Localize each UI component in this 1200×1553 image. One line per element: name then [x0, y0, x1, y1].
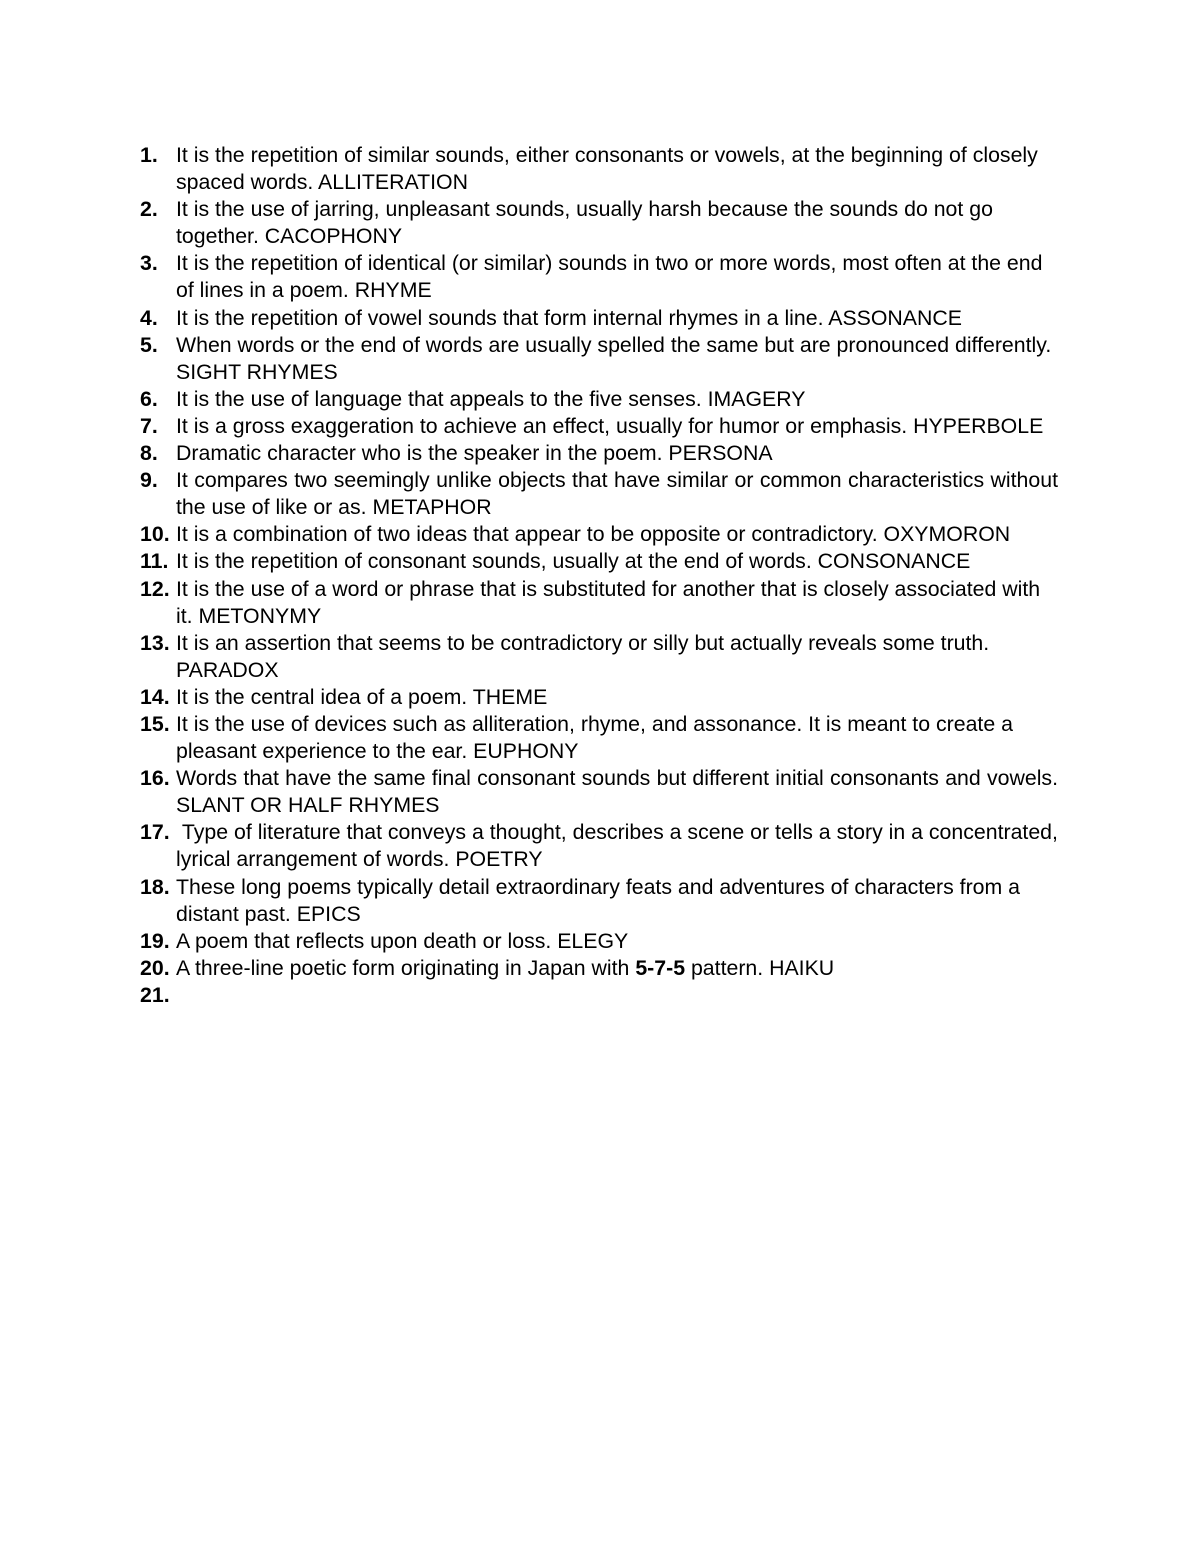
item-text: It is the central idea of a poem. THEME: [176, 684, 548, 709]
list-item: [140, 305, 1058, 332]
list-item: [140, 982, 1058, 1009]
item-number: 13.: [140, 630, 170, 655]
item-text: It is an assertion that seems to be contradictory or silly but actually reveals some truth. PARADOX: [176, 630, 990, 682]
item-number: 2.: [140, 197, 158, 222]
item-number: 14.: [140, 684, 170, 709]
item-text: It is the use of language that appeals to the five senses. IMAGERY: [176, 386, 806, 411]
item-text: It is the use of devices such as alliteration, rhyme, and assonance. It is meant to create a pleasant experience to the ear. EUPHONY: [176, 711, 1013, 764]
item-text: It is the repetition of consonant sounds, usually at the end of words. CONSONANCE: [176, 549, 971, 574]
item-number: 16.: [140, 766, 170, 791]
item-number: 3.: [140, 251, 158, 276]
item-text: It is the repetition of vowel sounds that form internal rhymes in a line. ASSONANCE: [176, 305, 962, 330]
list-item: [140, 711, 1058, 765]
list-item: [140, 196, 1058, 250]
item-number: 18.: [140, 874, 170, 899]
item-number: 15.: [140, 711, 170, 736]
item-number: 12.: [140, 576, 170, 601]
list-item: [140, 819, 1064, 873]
item-text: [176, 955, 1058, 982]
item-text: Words that have the same final consonant sounds but different initial consonants and vowels. SLANT OR HALF RHYMES: [176, 766, 1058, 818]
item-text-before: A three-line poetic form originating in Japan with: [176, 955, 636, 980]
item-number: 8.: [140, 441, 158, 466]
item-text: It is a combination of two ideas that appear to be opposite or contradictory. OXYMORON: [176, 522, 1011, 547]
item-text: Type of literature that conveys a thought, describes a scene or tells a story in a concentrated, lyrical arrangement of words. POETRY: [176, 820, 1064, 872]
item-number: 9.: [140, 468, 158, 493]
item-text: Dramatic character who is the speaker in the poem. PERSONA: [176, 441, 773, 466]
item-number: 5.: [140, 332, 158, 357]
list-item: [140, 548, 1058, 575]
list-item: [140, 630, 1058, 684]
item-number: 4.: [140, 305, 158, 330]
item-number: 1.: [140, 143, 158, 167]
list-item: [140, 928, 1058, 955]
item-number: 19.: [140, 928, 170, 953]
item-text-bold: 5-7-5: [635, 955, 686, 980]
list-item: [140, 521, 1058, 548]
item-text: These long poems typically detail extraordinary feats and adventures of characters from a distant past. EPICS: [176, 874, 1021, 926]
list-item: [140, 765, 1058, 819]
question-list: [140, 142, 1064, 1009]
list-item: [140, 576, 1058, 630]
item-text: It is the repetition of identical (or similar) sounds in two or more words, most often at the end of lines in a poem. RHYME: [176, 251, 1043, 303]
list-item: [140, 250, 1058, 304]
list-item: [140, 142, 1058, 196]
item-text: A poem that reflects upon death or loss. ELEGY: [176, 928, 629, 953]
item-text: When words or the end of words are usually spelled the same but are pronounced differently. SIGHT RHYMES: [176, 332, 1052, 384]
item-number: 17.: [140, 820, 170, 845]
item-text: It is a gross exaggeration to achieve an effect, usually for humor or emphasis. HYPERBOLE: [176, 413, 1044, 438]
list-item: [140, 413, 1058, 440]
item-number: 21.: [140, 982, 170, 1007]
list-item: [140, 955, 1058, 982]
list-item: [140, 332, 1058, 386]
list-item: [140, 684, 1058, 711]
item-text-after: pattern. HAIKU: [685, 955, 835, 980]
list-item: [140, 386, 1058, 413]
item-number: 20.: [140, 955, 170, 980]
list-item: [140, 467, 1058, 521]
item-number: 7.: [140, 413, 158, 438]
list-item: [140, 874, 1058, 928]
item-number: 11.: [140, 549, 169, 574]
list-item: [140, 440, 1058, 467]
item-text: It is the use of jarring, unpleasant sounds, usually harsh because the sounds do not go together. CACOPHONY: [176, 197, 993, 249]
item-text: It compares two seemingly unlike objects that have similar or common characteristics without the use of like or as. METAPHOR: [176, 468, 1058, 520]
item-number: 6.: [140, 386, 158, 411]
item-text: It is the repetition of similar sounds, either consonants or vowels, at the beginning of closely spaced words. ALLITERATION: [176, 143, 1038, 195]
item-text: It is the use of a word or phrase that is substituted for another that is closely associated with it. METONYMY: [176, 576, 1041, 628]
item-number: 10.: [140, 522, 170, 547]
